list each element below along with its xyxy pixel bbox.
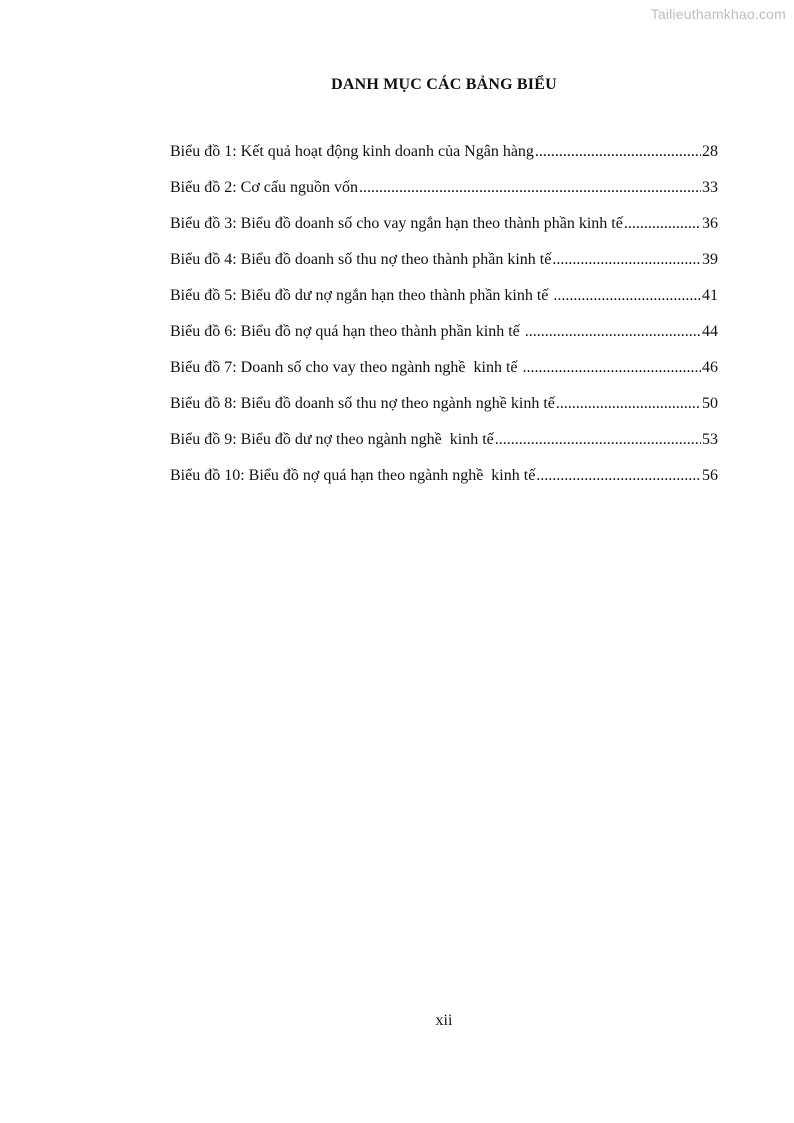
dot-leader xyxy=(556,395,701,413)
toc-entry-page: 46 xyxy=(702,359,718,376)
toc-entry-10[interactable] xyxy=(170,467,718,503)
toc-entry-label: Biểu đồ 1: Kết quả hoạt động kinh doanh của Ngân hàng xyxy=(170,143,534,160)
dot-leader xyxy=(523,359,702,377)
dot-leader xyxy=(624,215,701,233)
toc-entry-5[interactable] xyxy=(170,287,718,323)
dot-leader xyxy=(359,179,701,197)
toc-entry-label: Biểu đồ 7: Doanh số cho vay theo ngành nghề kinh tế xyxy=(170,359,522,376)
toc-entry-label: Biểu đồ 9: Biểu đồ dư nợ theo ngành nghề kinh tế xyxy=(170,431,494,448)
toc-entry-6[interactable] xyxy=(170,323,718,359)
dot-leader xyxy=(536,467,701,485)
toc-entry-page: 41 xyxy=(702,287,718,304)
dot-leader xyxy=(535,143,701,161)
page-title: DANH MỤC CÁC BẢNG BIỂU xyxy=(331,76,557,93)
page-number: xii xyxy=(435,1012,453,1029)
toc-entry-label: Biểu đồ 2: Cơ cấu nguồn vốn xyxy=(170,179,358,196)
dot-leader xyxy=(525,323,701,341)
toc-entry-page: 33 xyxy=(702,179,718,196)
dot-leader xyxy=(552,251,701,269)
dot-leader xyxy=(495,431,701,449)
toc-entry-page: 53 xyxy=(702,431,718,448)
toc-entry-label: Biểu đồ 3: Biểu đồ doanh số cho vay ngắn hạn theo thành phần kinh tế xyxy=(170,215,623,232)
toc-entry-page: 28 xyxy=(702,143,718,160)
toc-entry-page: 44 xyxy=(702,323,718,340)
toc-entry-page: 50 xyxy=(702,395,718,412)
toc-entry-label: Biểu đồ 8: Biểu đồ doanh số thu nợ theo ngành nghề kinh tế xyxy=(170,395,555,412)
toc-entry-label: Biểu đồ 10: Biểu đồ nợ quá hạn theo ngành nghề kinh tế xyxy=(170,467,536,484)
toc-entry-page: 39 xyxy=(702,251,718,268)
toc-entry-7[interactable] xyxy=(170,359,718,395)
table-of-figures xyxy=(170,143,718,503)
toc-entry-2[interactable] xyxy=(170,179,718,215)
toc-entry-label: Biểu đồ 5: Biểu đồ dư nợ ngắn hạn theo thành phần kinh tế xyxy=(170,287,553,304)
toc-entry-9[interactable] xyxy=(170,431,718,467)
toc-entry-8[interactable] xyxy=(170,395,718,431)
dot-leader xyxy=(553,287,701,305)
toc-entry-3[interactable] xyxy=(170,215,718,251)
toc-entry-label: Biểu đồ 6: Biểu đồ nợ quá hạn theo thành phần kinh tế xyxy=(170,323,524,340)
toc-entry-page: 56 xyxy=(702,467,718,484)
toc-entry-1[interactable] xyxy=(170,143,718,179)
toc-entry-4[interactable] xyxy=(170,251,718,287)
watermark: Tailieuthamkhao.com xyxy=(650,6,786,22)
toc-entry-label: Biểu đồ 4: Biểu đồ doanh số thu nợ theo thành phần kinh tế xyxy=(170,251,552,268)
toc-entry-page: 36 xyxy=(702,215,718,232)
